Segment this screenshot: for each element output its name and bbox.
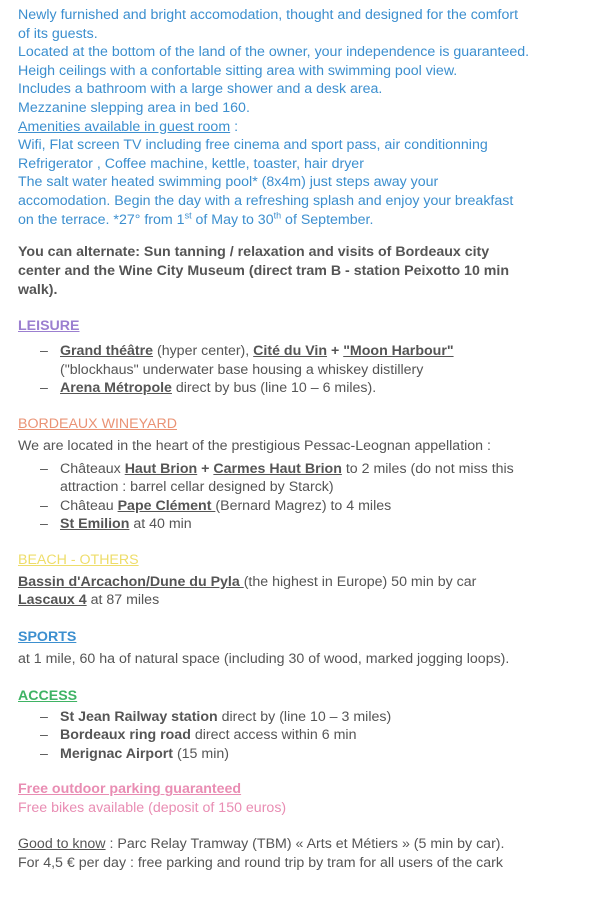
pool-season-line — [18, 211, 602, 230]
sports-title: SPORTS — [18, 629, 77, 646]
wineyard-title: BORDEAUX WINEYARD — [18, 415, 177, 432]
list-text: Château — [60, 497, 118, 514]
list-strong: Bordeaux ring road — [60, 727, 191, 744]
intro-line: Includes a bathroom with a large shower and a desk area. — [18, 81, 383, 98]
lascaux-link[interactable]: Lascaux 4 — [18, 592, 87, 609]
list-text: to 2 miles (do not miss this — [341, 460, 514, 477]
intro-line: Refrigerator , Coffee machine, kettle, toaster, hair dryer — [18, 155, 364, 172]
list-strong: St Jean Railway station — [60, 708, 218, 725]
beach-text: at 87 miles — [86, 592, 160, 609]
dash-bullet: – — [40, 727, 48, 744]
list-item — [40, 515, 602, 534]
intro-line: The salt water heated swimming pool* (8x4m) just steps away your — [18, 174, 439, 191]
intro-line: accomodation. Begin the day with a refreshing splash and enjoy your breakfast — [18, 192, 514, 209]
sports-line: at 1 mile, 60 ha of natural space (including 30 of wood, marked jogging loops). — [18, 651, 510, 668]
amenities-heading — [18, 118, 602, 137]
list-text: attraction : barrel cellar designed by Starck) — [60, 479, 334, 496]
list-item — [40, 745, 602, 764]
leisure-list — [18, 342, 602, 398]
list-text: + — [197, 460, 214, 477]
list-item — [40, 726, 602, 745]
parking-section — [18, 780, 602, 818]
document-page — [18, 6, 602, 872]
alternate-line: center and the Wine City Museum (direct tram B - station Peixotto 10 min — [18, 263, 509, 280]
beach-text: (the highest in Europe) 50 min by car — [243, 573, 477, 590]
list-text: (Bernard Magrez) to 4 miles — [215, 497, 392, 514]
list-item — [40, 460, 602, 497]
list-text: direct by bus (line 10 – 6 miles). — [171, 380, 377, 397]
ordinal-suffix: st — [184, 209, 192, 220]
alternate-line: You can alternate: Sun tanning / relaxation and visits of Bordeaux city — [18, 244, 490, 261]
list-item — [40, 708, 602, 727]
pool-season-text: of September. — [281, 211, 374, 228]
beach-line — [18, 573, 602, 592]
carmes-haut-brion-link[interactable]: Carmes Haut Brion — [213, 460, 342, 477]
ordinal-suffix: th — [273, 209, 282, 220]
good-to-know-line — [18, 835, 602, 854]
intro-line: Located at the bottom of the land of the owner, your independence is guaranteed. — [18, 44, 530, 61]
list-text: Châteaux — [60, 460, 125, 477]
good-to-know-label: Good to know — [18, 836, 106, 853]
good-to-know-line: For 4,5 € per day : free parking and round trip by tram for all users of the cark — [18, 854, 503, 871]
access-list — [18, 708, 602, 764]
beach-section — [18, 551, 602, 610]
list-text: direct by (line 10 – 3 miles) — [217, 708, 392, 725]
arena-metropole-link[interactable]: Arena Métropole — [60, 380, 172, 397]
dash-bullet: – — [40, 460, 48, 477]
list-text: direct access within 6 min — [190, 727, 357, 744]
intro-line: Mezzanine slepping area in bed 160. — [18, 99, 250, 116]
st-emilion-link[interactable]: St Emilion — [60, 516, 130, 533]
intro-line: Heigh ceilings with a confortable sitting area with swimming pool view. — [18, 62, 458, 79]
list-text: + — [327, 343, 344, 360]
intro-line: Wifi, Flat screen TV including free cinema and sport pass, air conditionning — [18, 137, 488, 154]
alternate-line: walk). — [18, 282, 58, 299]
sports-section — [18, 628, 602, 669]
wineyard-section — [18, 415, 602, 534]
good-to-know-section — [18, 835, 602, 872]
dash-bullet: – — [40, 708, 48, 725]
haut-brion-link[interactable]: Haut Brion — [124, 460, 198, 477]
list-strong: Merignac Airport — [60, 745, 173, 762]
access-title: ACCESS — [18, 687, 78, 704]
pape-clement-link[interactable]: Pape Clément — [117, 497, 216, 514]
parking-title: Free outdoor parking guaranteed — [18, 781, 242, 798]
list-item — [40, 497, 602, 516]
leisure-section — [18, 317, 602, 398]
dash-bullet: – — [40, 343, 48, 360]
list-text: (15 min) — [173, 745, 229, 762]
beach-title: BEACH - OTHERS — [18, 551, 139, 568]
alternate-section — [18, 243, 602, 300]
dash-bullet: – — [40, 745, 48, 762]
dash-bullet: – — [40, 516, 48, 533]
intro-line: of its guests. — [18, 25, 98, 42]
access-section — [18, 687, 602, 764]
list-text: (hyper center), — [153, 343, 254, 360]
wineyard-intro: We are located in the heart of the prestigious Pessac-Leognan appellation : — [18, 437, 491, 454]
amenities-colon: : — [230, 118, 239, 135]
dash-bullet: – — [40, 380, 48, 397]
leisure-title: LEISURE — [18, 318, 80, 335]
intro-section — [18, 6, 602, 229]
good-to-know-text: : Parc Relay Tramway (TBM) « Arts et Métiers » (5 min by car). — [105, 836, 505, 853]
list-text: ("blockhaus" underwater base housing a whiskey distillery — [60, 361, 424, 378]
dash-bullet: – — [40, 497, 48, 514]
pool-season-text: of May to 30 — [191, 211, 274, 228]
bikes-line: Free bikes available (deposit of 150 euros) — [18, 800, 287, 817]
beach-line — [18, 591, 602, 610]
bassin-arcachon-link[interactable]: Bassin d'Arcachon/Dune du Pyla — [18, 573, 244, 590]
amenities-label: Amenities available in guest room — [18, 118, 231, 135]
list-text: at 40 min — [129, 516, 192, 533]
wineyard-list — [18, 460, 602, 534]
moon-harbour-link[interactable]: "Moon Harbour" — [343, 343, 454, 360]
grand-theatre-link[interactable]: Grand théâtre — [60, 343, 154, 360]
list-item — [40, 379, 602, 398]
intro-line: Newly furnished and bright accomodation, thought and designed for the comfort — [18, 7, 519, 23]
cite-du-vin-link[interactable]: Cité du Vin — [253, 343, 328, 360]
list-item — [40, 342, 602, 379]
pool-season-text: on the terrace. *27° from 1 — [18, 211, 185, 228]
